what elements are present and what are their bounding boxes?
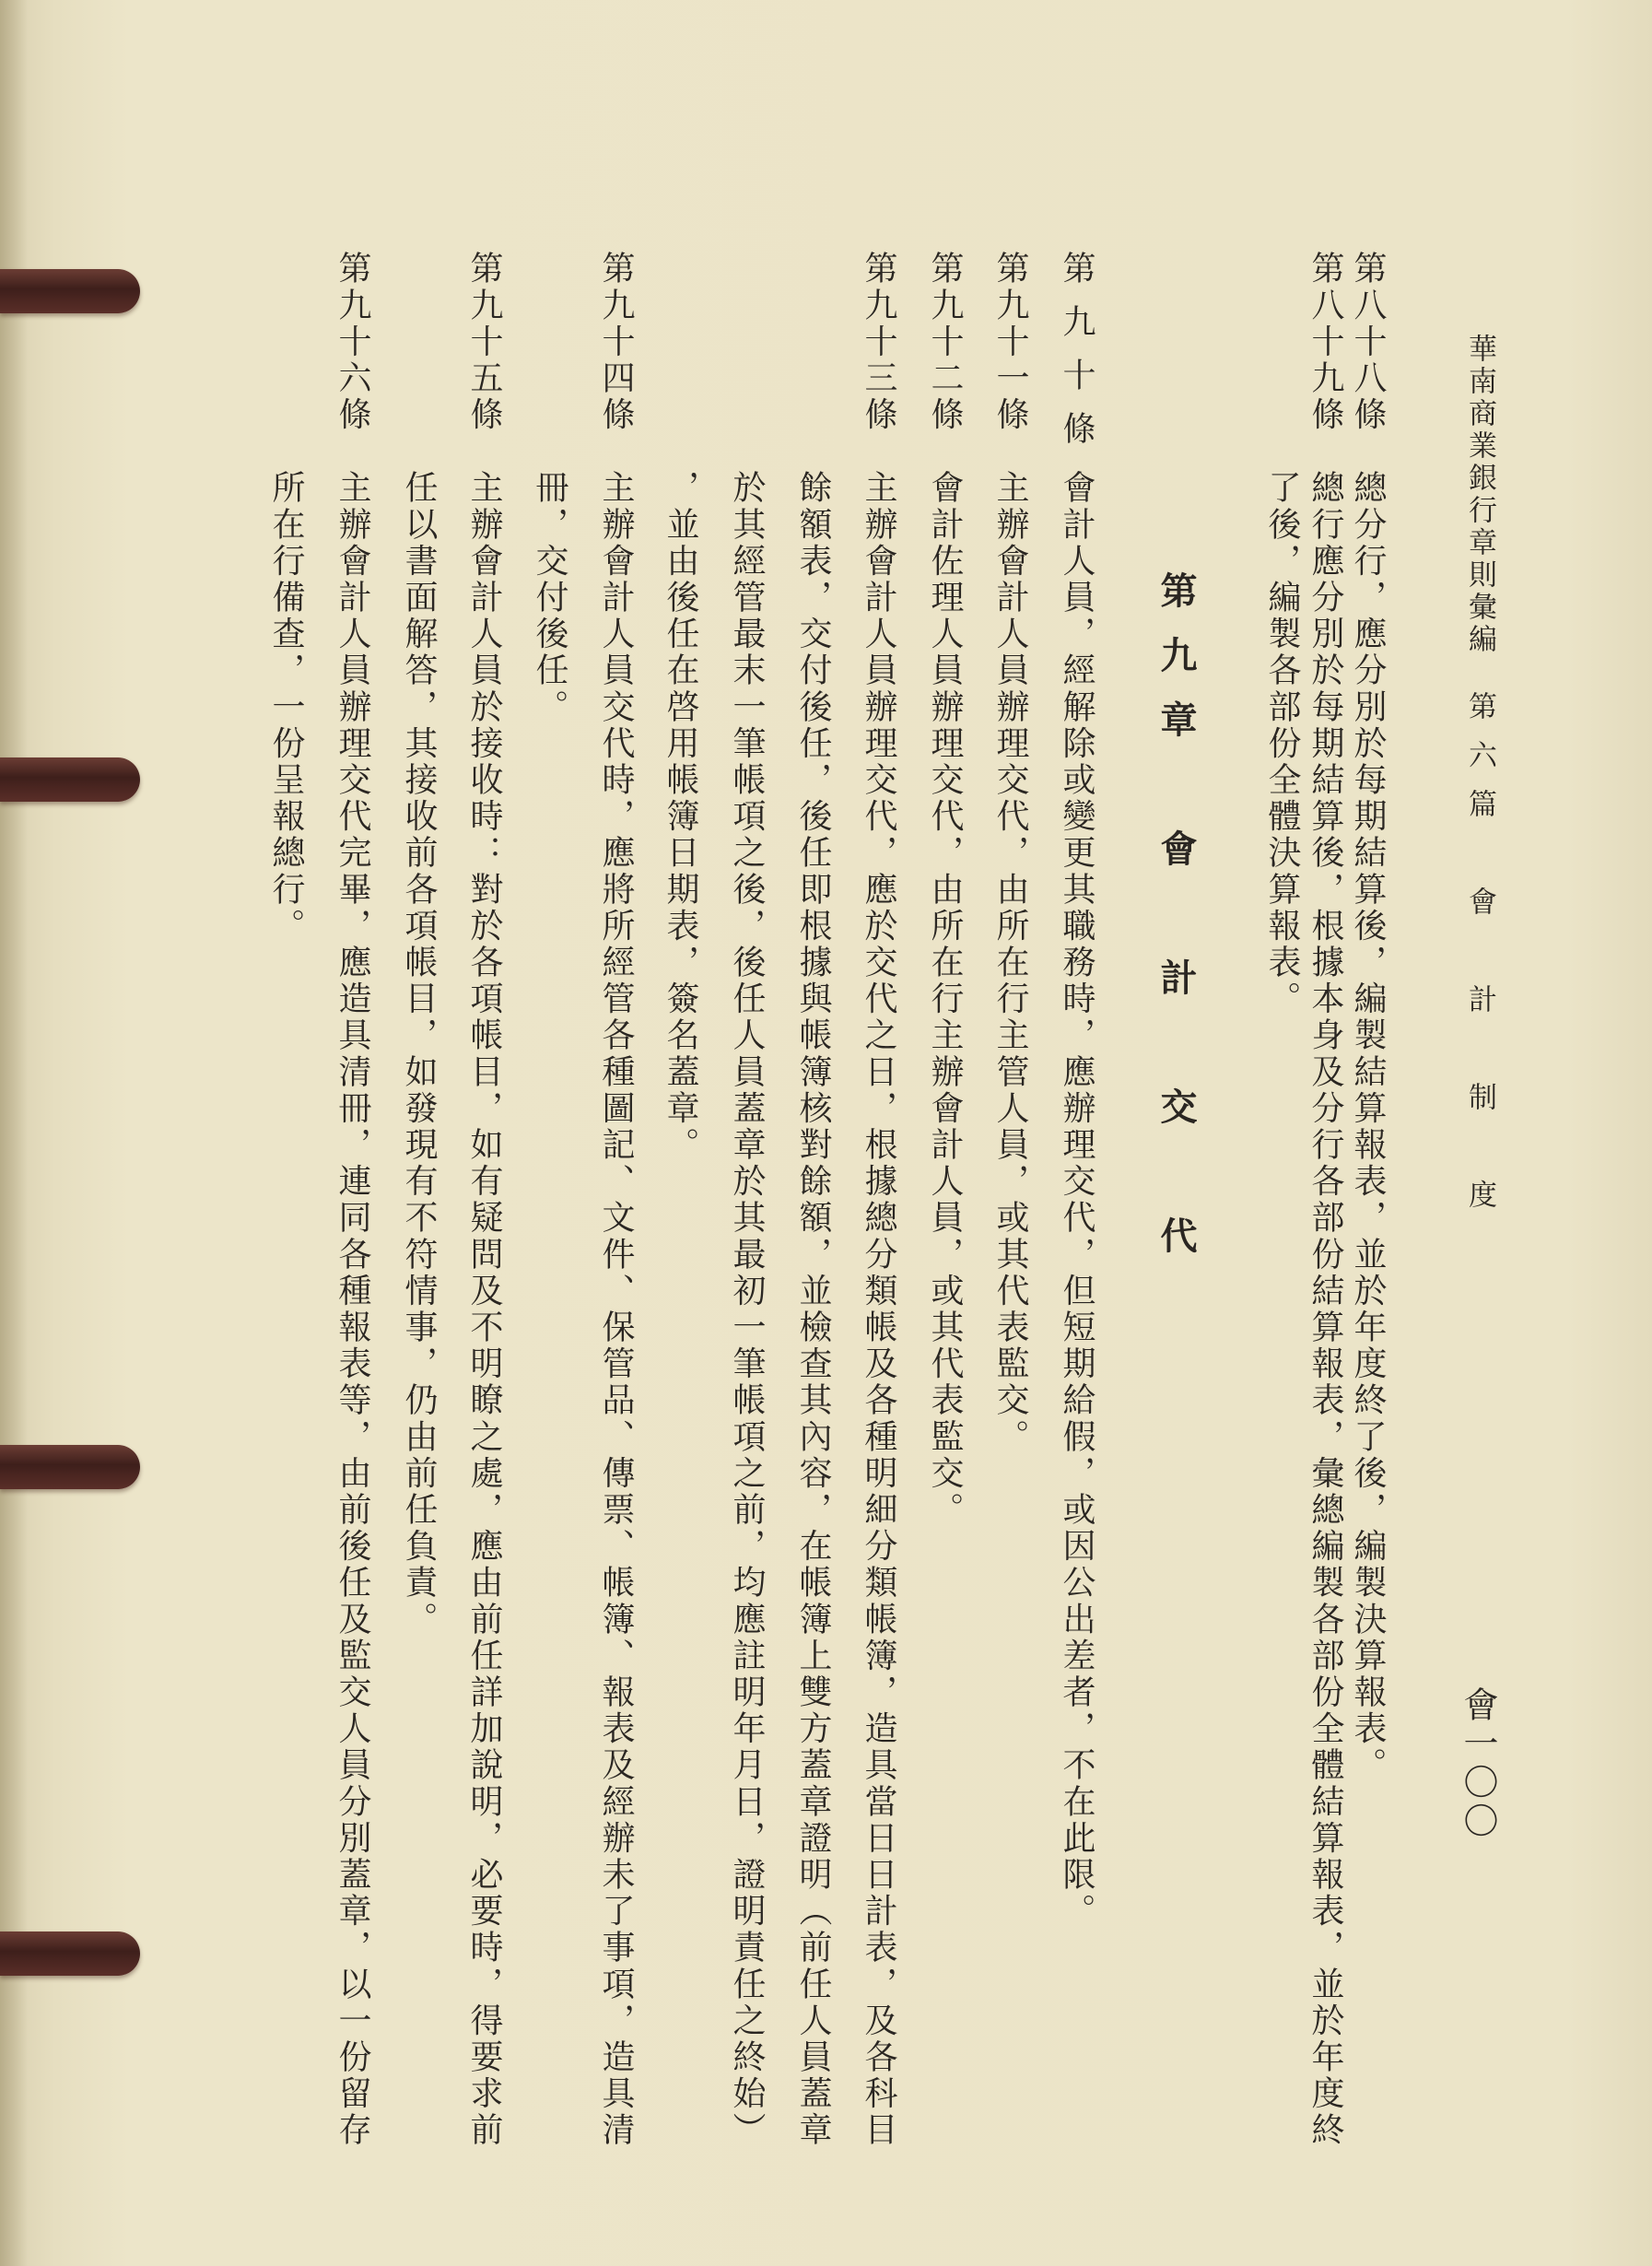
article-line: 主辦會計人員於接收時：對於各項帳目，如有疑問及不明瞭之處，應由前任詳加說明，必要時，得要求前	[465, 470, 503, 2149]
spine-shadow	[0, 0, 28, 2266]
article-line: ，並由後任在啓用帳簿日期表，簽名蓋章。	[662, 470, 699, 1164]
article-line: 任以書面解答，其接收前各項帳目，如發現有不符情事，仍由前任負責。	[400, 470, 438, 1638]
article-heading: 第九十三條	[860, 251, 897, 433]
article-heading: 第八十八條	[1349, 251, 1387, 433]
article-line: 總分行，應分別於每期結算後，編製結算報表，並於年度終了後，編製決算報表。	[1349, 470, 1387, 1784]
page-number: 會一〇〇	[1458, 1686, 1498, 1841]
article-line: 主辦會計人員辦理交代，應於交代之日，根據總分類帳及各種明細分類帳簿，造具當日日計表，及各科目	[860, 470, 897, 2149]
article-line: 會計佐理人員辦理交代，由所在行主辦會計人員，或其代表監交。	[926, 470, 964, 1529]
article-heading: 第九十二條	[926, 251, 964, 433]
article-heading: 第九十一條	[991, 251, 1029, 433]
article-line: 主辦會計人員辦理交代，由所在行主管人員，或其代表監交。	[991, 470, 1029, 1456]
article-heading: 第八十九條	[1306, 251, 1344, 433]
chapter-title: 第九章 會 計 交 代	[1154, 571, 1198, 1281]
binding-string	[0, 269, 140, 313]
article-line: 冊，交付後任。	[531, 470, 568, 726]
binding-string	[0, 757, 140, 802]
article-heading: 第九十六條	[334, 251, 371, 433]
binding-string	[0, 1445, 140, 1489]
article-line: 所在行備查，一份呈報總行。	[267, 470, 305, 945]
article-heading: 第九十五條	[465, 251, 503, 433]
article-heading: 第九十條	[1058, 251, 1095, 464]
article-line: 餘額表，交付後任，後任即根據與帳簿核對餘額，並檢查其內容，在帳簿上雙方蓋章證明（前任人員蓋章	[794, 470, 832, 2149]
book-title: 華南商業銀行章則彙編	[1463, 334, 1496, 656]
binding-string	[0, 1931, 140, 1976]
section-title: 第六篇 會 計 制 度	[1463, 691, 1496, 1228]
article-heading: 第九十四條	[597, 251, 635, 433]
article-line: 於其經管最末一筆帳項之後，後任人員蓋章於其最初一筆帳項之前，均應註明年月日，證明責任之終始）	[728, 470, 766, 2149]
article-line: 主辦會計人員辦理交代完畢，應造具清冊，連同各種報表等，由前後任及監交人員分別蓋章，以一份留存	[334, 470, 371, 2149]
article-line: 了後，編製各部份全體決算報表。	[1263, 470, 1301, 1017]
article-line: 總行應分別於每期結算後，根據本身及分行各部份結算報表，彙總編製各部份全體結算報表，並於年度終	[1306, 470, 1344, 2149]
article-line: 會計人員，經解除或變更其職務時，應辦理交代，但短期給假，或因公出差者，不在此限。	[1058, 470, 1095, 1930]
article-line: 主辦會計人員交代時，應將所經管各種圖記、文件、保管品、傳票、帳簿、報表及經辦未了事項，造具清	[597, 470, 635, 2149]
